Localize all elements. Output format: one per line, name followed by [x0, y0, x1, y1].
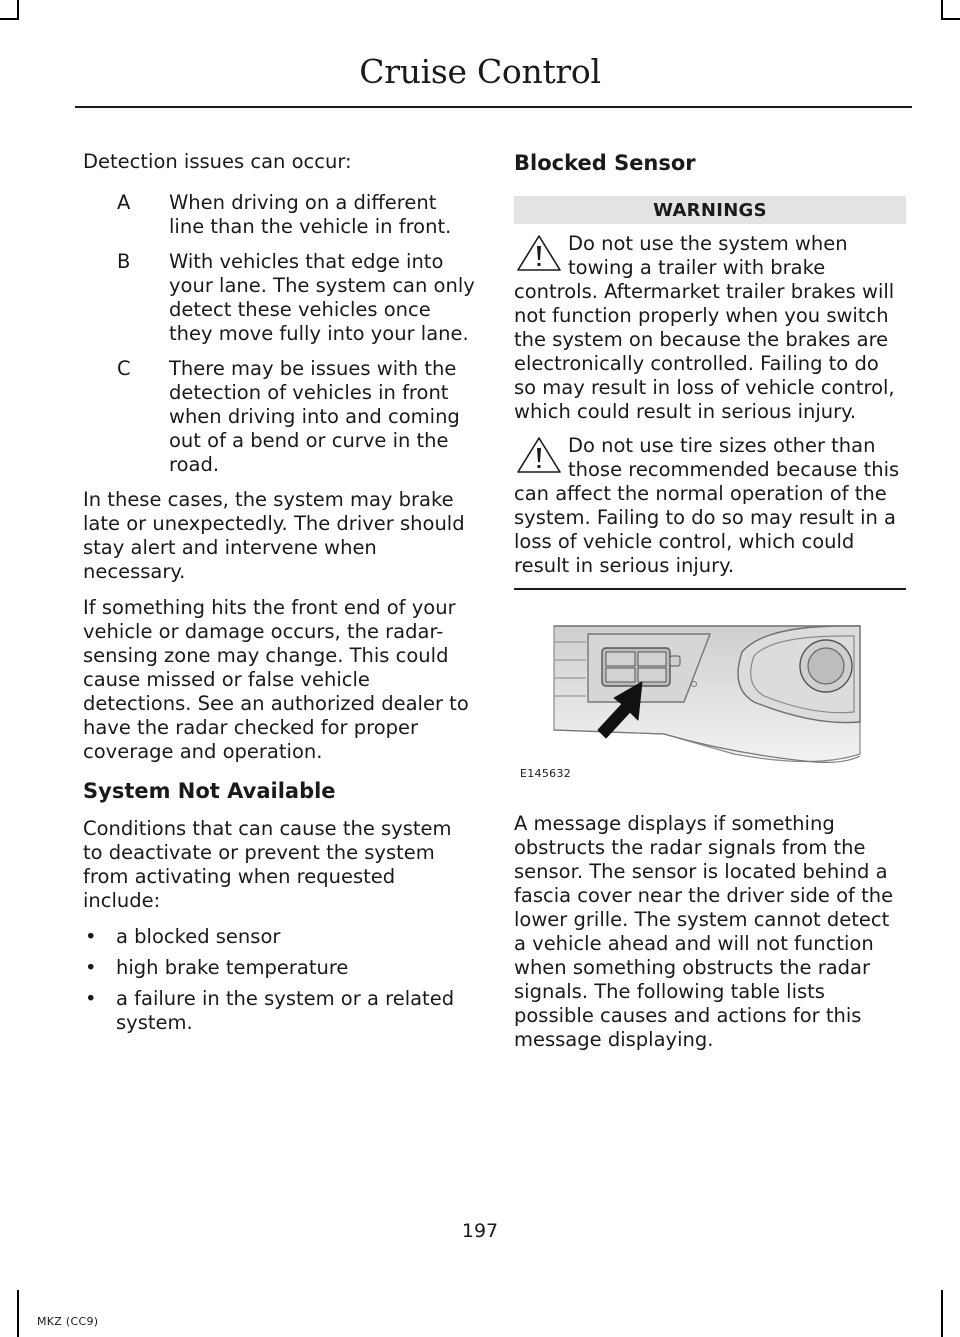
footer-model-code: MKZ (CC9) [37, 1315, 99, 1328]
figure-code: E145632 [520, 767, 572, 780]
warnings-header: WARNINGS [514, 196, 906, 224]
warning-item-towing [514, 232, 906, 424]
page-number: 197 [461, 1220, 499, 1242]
left-column [83, 150, 475, 1042]
page-title: Cruise Control [359, 52, 601, 91]
list-item [83, 925, 475, 949]
front-fascia-diagram [514, 604, 906, 792]
crop-mark-top-left-h [0, 18, 17, 20]
crop-mark-top-left-v [17, 0, 19, 20]
item-text: With vehicles that edge into your lane. The system can only detect these vehicles once they move fully into your lane. [169, 250, 475, 345]
section-heading-system-not-available: System Not Available [83, 779, 336, 803]
lettered-item-c [83, 357, 475, 477]
lettered-item-a [83, 191, 475, 239]
paragraph-blocked-sensor: A message displays if something obstructs the radar signals from the sensor. The sensor is located behind a fascia cover near the driver side of the lower grille. The system cannot detect a vehicle ahead and will not function when something obstructs the radar signals. The following table lists possible causes and actions for this message displaying. [514, 812, 894, 1051]
crop-mark-bottom-left-v [17, 1290, 19, 1337]
paragraph-brake-late: In these cases, the system may brake late or unexpectedly. The driver should stay alert and intervene when necessary. [83, 488, 465, 583]
item-text: When driving on a different line than the vehicle in front. [169, 191, 452, 238]
paragraph-conditions: Conditions that can cause the system to deactivate or prevent the system from activating when requested include: [83, 817, 452, 912]
conditions-list [83, 925, 475, 1035]
bullet-icon: • [85, 925, 97, 948]
right-column [514, 150, 906, 1064]
item-letter: B [117, 250, 131, 273]
radar-sensor-illustration [514, 604, 906, 792]
lettered-item-b [83, 250, 475, 346]
list-item-text: a blocked sensor [116, 925, 281, 948]
detection-intro: Detection issues can occur: [83, 150, 352, 173]
item-text: There may be issues with the detection of vehicles in front when driving into and coming out of a bend or curve in the road. [169, 357, 460, 476]
section-heading-blocked-sensor: Blocked Sensor [514, 151, 696, 175]
crop-mark-top-right-h [943, 18, 960, 20]
crop-mark-top-right-v [941, 0, 943, 20]
crop-mark-bottom-right-v [941, 1290, 943, 1337]
warning-triangle-icon [514, 435, 564, 475]
warning-text: Do not use tire sizes other than those recommended because this can affect the normal operation of the system. Failing to do so may result in a loss of vehicle control, which could result in serious injury. [514, 434, 900, 577]
warning-text: Do not use the system when towing a trailer with brake controls. Aftermarket trailer brakes will not function properly when you switch the system on because the brakes are electronically controlled. Failing to do so may result in loss of vehicle control, which could result in serious injury. [514, 232, 895, 423]
warnings-end-rule [514, 588, 906, 590]
item-letter: A [117, 191, 131, 214]
item-letter: C [117, 357, 131, 380]
list-item [83, 956, 475, 980]
header-rule [75, 106, 912, 108]
list-item-text: a failure in the system or a related system. [116, 987, 455, 1034]
list-item-text: high brake temperature [116, 956, 349, 979]
warning-triangle-icon [514, 233, 564, 273]
bullet-icon: • [85, 987, 97, 1010]
warning-item-tire-sizes [514, 434, 906, 578]
paragraph-front-end-damage: If something hits the front end of your vehicle or damage occurs, the radar-sensing zone may change. This could cause missed or false vehicle detections. See an authorized dealer to have the radar checked for proper coverage and operation. [83, 596, 469, 763]
list-item [83, 987, 475, 1035]
bullet-icon: • [85, 956, 97, 979]
